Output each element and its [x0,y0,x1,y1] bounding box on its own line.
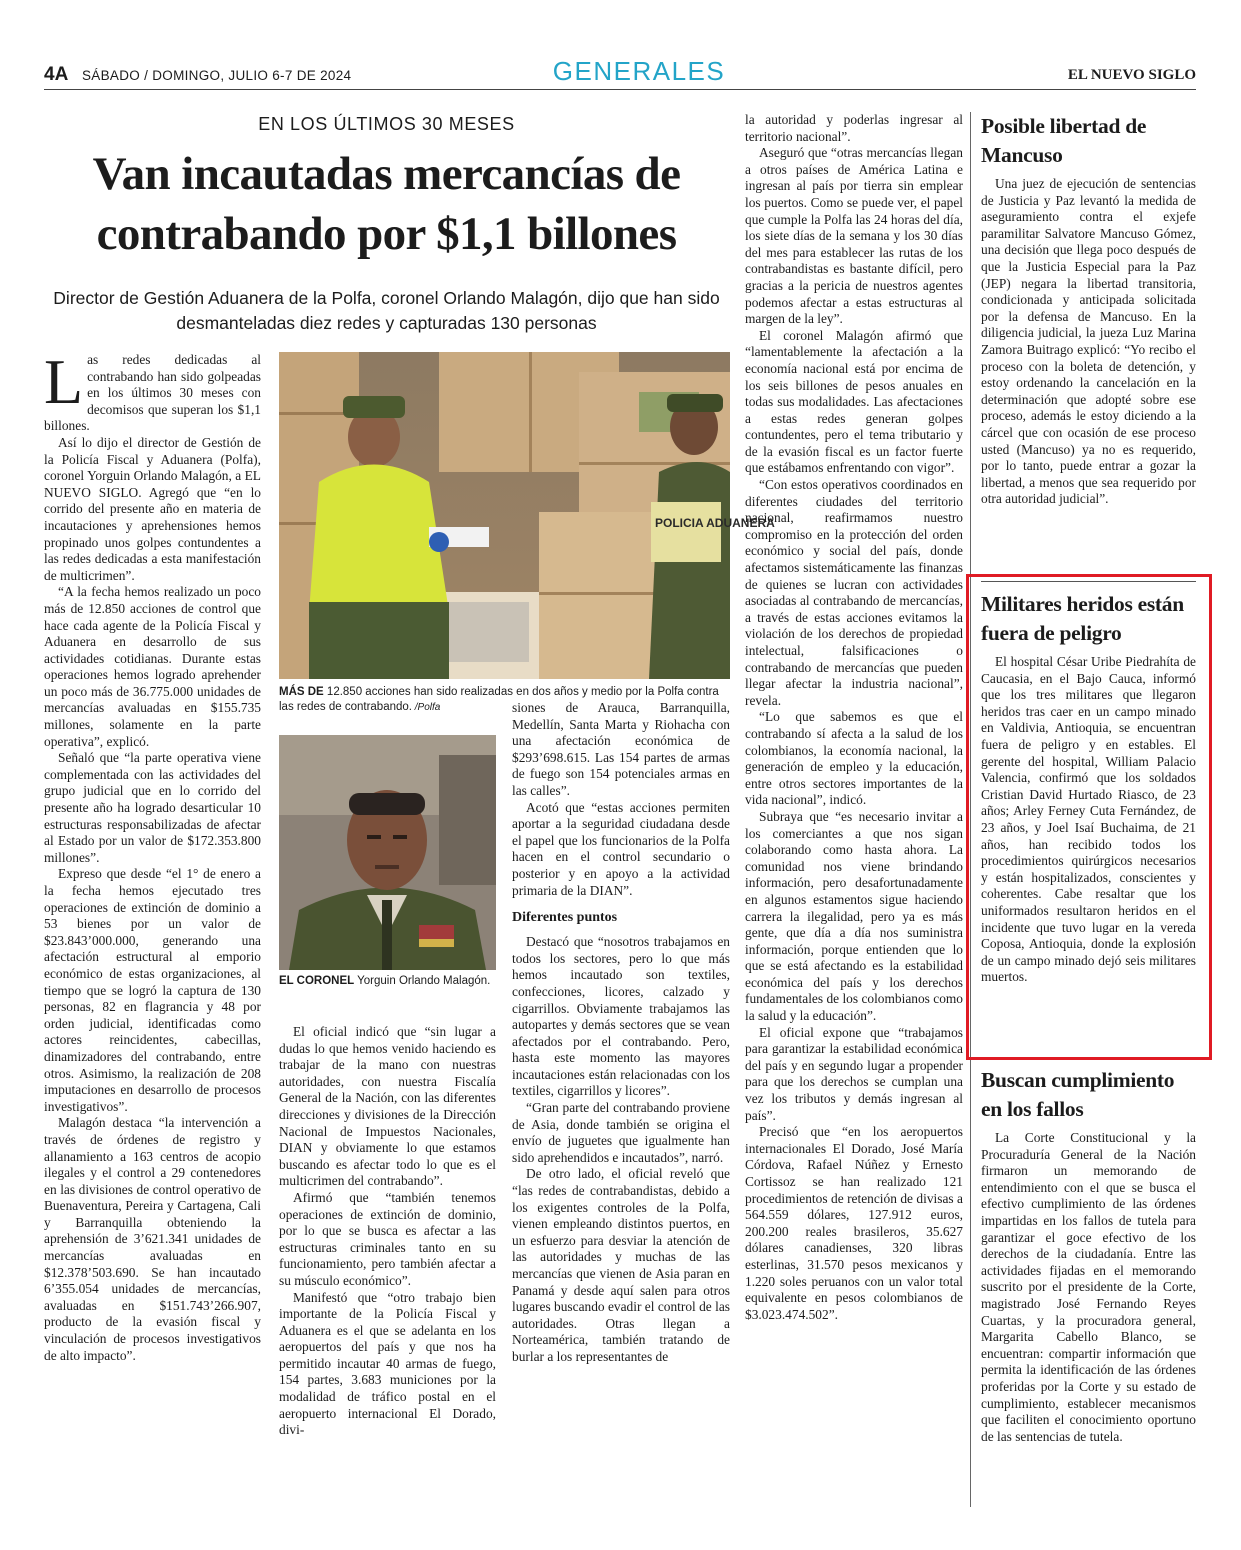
article-column-3 [512,700,730,1505]
article-paragraph: “Lo que sabemos es que el contrabando sí afecta a la salud de los colombianos, la economía nacional, la generación de empleo y la educación, entre otros sectores importantes de la vida nacional”, indicó. [745,709,963,808]
section-title: GENERALES [552,56,726,86]
article-paragraph: Afirmó que “también tenemos operaciones de extinción de dominio, por lo que se busca es afectar a las estructuras criminales tanto en su funcionamiento, pero también afectar a su músculo económico”. [279,1189,496,1288]
story-headline: Van incautadas mercancías de contrabando por $1,1 billones [92,148,681,260]
photo-caption-2 [279,974,496,989]
drop-cap: L [44,346,84,417]
article-paragraph: De otro lado, el oficial reveló que “las redes de contrabandistas, debido a los exigentes controles de la Polfa, vienen empleando distintos puertos, en un esfuerzo para desviar la atención de las autoridades y muchas de las mercancías que vienen de Asia paran en Panamá y desde aquí salen para otros lugares buscando evadir el control de las autoridades. Otras llegan a Norteamérica, también tratando de burlar a los representantes de [512,1166,730,1364]
highlight-box [966,574,1212,1060]
article-paragraph: “Gran parte del contrabando proviene de Asia, donde también se origina el envío de juguetes que igualmente han sido aprehendidos e incautados”, narró. [512,1100,730,1165]
article-paragraph: as redes dedicadas al contrabando han sido golpeadas en los últimos 30 meses con decomisos que superan los $1,1 billones. [44,352,261,434]
article-paragraph: la autoridad y poderlas ingresar al territorio nacional”. [745,112,963,144]
article-paragraph: Malagón destaca “la intervención a través de órdenes de registro y allanamiento a 163 centros de acopio ilegales y el control a 29 contenedores en las divisiones de control operativo de Buenaventura, Pereira y Cartagena, Cali y Barranquilla obteniendo la aprehensión de 3’621.341 unidades de mercancías avaluadas en $12.378’503.690. Se han incautado 6’355.054 unidades de mercancías, avaluadas en $151.743’266.907, producto de la evasión fiscal y vinculación de procesos investigativos de alto impacto”. [44,1115,261,1363]
vest-text: POLICIA ADUANERA [655,516,775,530]
photo-colonel-portrait [279,735,496,970]
article-paragraph: Así lo dijo el director de Gestión de la Policía Fiscal y Aduanera (Polfa), coronel Yorguin Orlando Malagón, a EL NUEVO SIGLO. Agregó que “en lo corrido del presente año en materia de incautaciones y aprehensiones hemos propinado unos golpes contundentes a las redes dedicadas a esta manifestación de multicrimen”. [44,434,261,583]
sidebar-story-title: Buscan cumplimiento en los fallos [981,1068,1175,1121]
sidebar-story-body: La Corte Constitucional y la Procuraduría General de la Nación firmaron un memorando de entendimiento con el que se busca el efectivo cumplimiento de las órdenes impartidas en los fallos de tutela para garantizar el goce efectivo de los derechos de la ciudadanía. Entre las actividades fijadas en el memorando suscrito por el presidente de la Corte, magistrado José Fernando Reyes Cuartas, y la procuradora general, Margarita Cabello Blanco, se encuentran: compartir información que permita la identificación de las órdenes proferidas por la Corte y su estado de cumplimiento, establecer mecanismos que faciliten el conocimiento oportuno de las sentencias de tutela. [981,1130,1196,1444]
photo-customs-inspection [279,352,775,679]
article-paragraph: Expreso que desde “el 1° de enero a la fecha hemos ejecutado tres operaciones de extinción de dominio a 53 bienes por un valor de $23.843’000.000, generando una afectación estructural al emporio económico de estas organizaciones, al tiempo que se logró la captura de 130 personas, 82 en flagrancia y 48 por orden judicial, identificadas como actores reincidentes, cabecillas, dinamizadores del contrabando, entre otros. Asimismo, la realización de 208 imputaciones en desarrollo de procesos investigativos”. [44,866,261,1114]
issue-date: SÁBADO / DOMINGO, JULIO 6-7 DE 2024 [82,68,352,83]
article-paragraph: Subraya que “es necesario invitar a los comerciantes a que nos sigan colaborando como hasta ahora. La comunidad nos viene brindando información, pero desafortunadamente en algunos estamentos sigue haciendo carrera la ilegalidad, pero ya es más gente, que día a día nos suministra información, porque entienden que lo que se está afectando es la estabilidad económica del país y los derechos fundamentales de los colombianos como la salud y la educación”. [745,808,963,1024]
sidebar-story-title: Posible libertad de Mancuso [981,114,1147,167]
caption-lead: EL CORONEL [279,975,355,987]
article-paragraph: siones de Arauca, Barranquilla, Medellín, Santa Marta y Riohacha con una afectación económica de $293’698.615. Las 154 partes de armas de fuego son 154 potenciales armas en las calles”. [512,700,730,798]
article-paragraph: Destacó que “nosotros trabajamos en todos los sectores, pero lo que más hemos incautado son textiles, confecciones, licores, calzado y cigarrillos. Obviamente trabajamos las autopartes y demás sectores que se vean afectados por el contrabando. Pero, hasta este momento las mayores incautaciones están relacionadas con los textiles, cigarrillos y licores”. [512,934,730,1099]
article-paragraph: El oficial expone que “trabajamos para garantizar la estabilidad económica del país y en segundo lugar a propender para que los derechos se cumplan una vez los tributos y demás ingresan al país”. [745,1024,963,1123]
sidebar-story-mancuso [981,112,1196,508]
article-paragraph: El coronel Malagón afirmó que “lamentablemente la afectación a la economía nacional está por encima de los seis billones de pesos anuales en todas sus modalidades. Las afectaciones a estas redes generan golpes contundentes, pero el tema tributario y de la evasión fiscal es un factor fuerte que estábamos enfrentando con vigor”. [745,327,963,476]
sidebar-story-body: El hospital César Uribe Piedrahíta de Caucasia, en el Bajo Cauca, informó que los tres militares que llegaron heridos tras caer en un campo minado en Valdivia, Antioquia, se encuentran fuera de peligro y en estables. El gerente del hospital, William Palacio Valencia, confirmó que los soldados Cristian David Hurtado Riasco, de 23 años; Arley Ferney Cuta Fernández, de 23 años, y Joel Isaí Buchaima, de 21 años, han recibido todos los procedimientos quirúrgicos necesarios y están hospitalizados, conscientes y coherentes. Cabe resaltar que los uniformados resultaron heridos en el incidente que tuvo lugar en la vereda Coposa, Antioquia, donde la explosión de un campo minado dejó seis militares muertos. [981,654,1196,985]
article-paragraph: Precisó que “en los aeropuertos internacionales El Dorado, José María Córdova, Rafael Núñez y Ernesto Cortissoz se han realizado 121 procedimientos de retención de divisas a 564.559 dólares, 127.912 euros, 200.200 reales brasileros, 35.627 dólares canadienses, 320 libras esterlinas, 31.570 pesos mexicanos y 1.220 soles peruanos con un valor total equivalente en pesos colombianos de $3.023.474.502”. [745,1124,963,1322]
caption-text: Yorguin Orlando Malagón. [354,975,491,987]
page-number: 4A [44,64,69,85]
sidebar-story-fallos [981,1066,1196,1445]
article-paragraph: Aseguró que “otras mercancías llegan a otros países de América Latina e ingresan al país por tierra sin emplear los puertos. Como se puede ver, el papel que cumple la Polfa las 24 horas del día, los siete días de la semana y los 30 días del mes para establecer las rutas de los contrabandistas es bastante difícil, pero gracias a la pericia de nuestros agentes podemos afectar a estas estructuras al margen de la ley”. [745,145,963,327]
caption-text: 12.850 acciones han sido realizadas en dos años y medio por la Polfa contra las redes de contrabando. [279,686,719,713]
photo-credit: /Polfa [411,702,441,713]
article-paragraph: Acotó que “estas acciones permiten aportar a la seguridad ciudadana desde el papel que los funcionarios de la Polfa hacen en el control secundario o posterior y en apoyo a la actividad primaria de la DIAN”. [512,799,730,898]
article-column-2 [279,1024,496,1504]
article-column-1 [44,346,261,1502]
story-kicker: EN LOS ÚLTIMOS 30 MESES [258,114,515,134]
article-paragraph: Manifestó que “otro trabajo bien importante de la Policía Fiscal y Aduanera es el que se adelanta en los aeropuertos del país y que nos ha permitido incautar 40 armas de fuego, 154 partes, 3.683 municiones por la modalidad de tráfico postal en el aeropuerto internacional El Dorado, divi- [279,1289,496,1438]
photo-colonel-portrait-image [279,735,496,970]
newspaper-brand: EL NUEVO SIGLO [1067,67,1196,83]
article-paragraph: “Con estos operativos coordinados en diferentes ciudades del territorio nacional, reafirmamos nuestro compromiso en la protección del orden económico y social del país, donde afectamos sistemáticamente las finanzas de quienes se lucran con actividades asociadas al contrabando de mercancías, a través de estas acciones evitamos la violación de los derechos de propiedad intelectual, falsificaciones o contrabando de mercancías que pueden llegar afectar la industria nacional”, revela. [745,477,963,708]
sidebar-story-body: Una juez de ejecución de sentencias de Justicia y Paz levantó la medida de aseguramiento contra el exjefe paramilitar Salvatore Mancuso Gómez, una decisión que llega poco después de que la Justicia Especial para la Paz (JEP) negara la libertad transitoria, condicionada y anticipada solicitada por la defensa de Mancuso. En la diligencia judicial, la jueza Luz Marina Zamora Buitrago explicó: “Yo recibo el proceso con la boleta de detención, y estoy ordenando la cancelación en la determinación que adopté sobre ese proceso, además le estoy diciendo a la cárcel que con ocasión de ese proceso usted (Mancuso) ya no es requerido, por lo tanto, puede entrar a gozar la libertad, a menos que sea requerido por otra autoridad judicial”. [981,176,1196,507]
article-paragraph: “A la fecha hemos realizado un poco más de 12.850 acciones de control que hace cada agente de la Policía Fiscal y Aduanera en desarrollo de sus actividades cotidianas. Durante estas operaciones hemos logrado aprehender un poco más de 36.775.000 unidades de mercancías avaluadas en $155.735 millones, solamente en la parte operativa”, explicó. [44,584,261,749]
masthead [44,56,1196,90]
photo-customs-inspection-image [279,352,775,679]
sidebar-story-title: Militares heridos están fuera de peligro [981,592,1184,645]
caption-lead: MÁS DE [279,686,324,698]
story-subhead: Director de Gestión Aduanera de la Polfa, coronel Orlando Malagón, dijo que han sido desmanteladas diez redes y capturadas 130 personas [53,288,720,333]
article-paragraph: Señaló que “la parte operativa viene complementada con las actividades del grupo judicial que en lo corrido del presente año ha logrado desarticular 10 estructuras responsabilizadas de afectar al Estado por un valor de $172.353.800 millones”. [44,750,261,865]
article-paragraph: El oficial indicó que “sin lugar a dudas lo que hemos venido haciendo es trabajar de la mano con nuestras autoridades, con nuestra Fiscalía General de la Nación, con las diferentes direcciones y divisiones de la Dirección Nacional de Impuestos Nacionales, DIAN y obviamente lo que estamos buscando es afectar todo lo que es el multicrimen del contrabando”. [279,1024,496,1189]
article-subheading: Diferentes puntos [512,910,618,926]
article-column-4 [745,112,963,1505]
